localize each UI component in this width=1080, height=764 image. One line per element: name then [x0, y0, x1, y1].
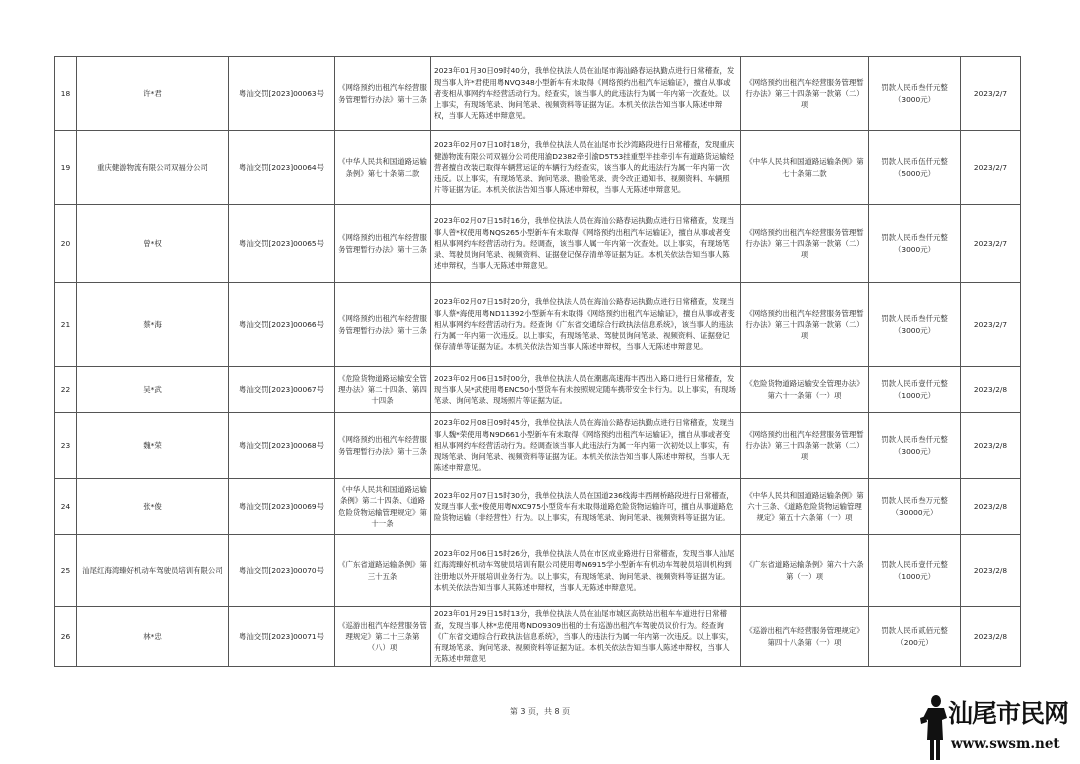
- penalty-basis: 《网络预约出租汽车经营服务管理暂行办法》第三十四条第一款第（二）项: [741, 413, 869, 479]
- violated-provision: 《中华人民共和国道路运输条例》第七十条第二款: [335, 131, 431, 205]
- party-name: 许*君: [77, 57, 229, 131]
- violated-provision: 《网络预约出租汽车经营服务管理暂行办法》第十三条: [335, 413, 431, 479]
- case-description: 2023年02月06日15时00分，我单位执法人员在潮惠高速海丰西出入路口进行日常稽查，发现当事人吴*武使用粤ENC50小型货车有未按照规定随车携带安全卡行为。以上事实，有现场笔录、询问笔录、现场照片等证据为证。: [431, 367, 741, 413]
- penalty-basis: 《中华人民共和国道路运输条例》第六十三条、《道路危险货物运输管理规定》第五十六条第（一）项: [741, 479, 869, 535]
- table-row: [55, 131, 1021, 205]
- row-number: 21: [55, 283, 77, 367]
- table-row: [55, 413, 1021, 479]
- decision-date: 2023/2/8: [961, 535, 1021, 607]
- penalty-basis: 《网络预约出租汽车经营服务管理暂行办法》第三十四条第一款第（二）项: [741, 205, 869, 283]
- case-description: 2023年02月08日09时45分，我单位执法人员在海汕公路春运执勤点进行日常稽查，发现当事人魏*荣使用粤N9D661小型新车有未取得《网络预约出租汽车运输证》，擅自从事或者变相从事网约车经营活动行为。经调查该当事人此违法行为属一年内第一次初处以上事实，有现场笔录、询问笔录、视频资料等证据为证。本机关依法告知当事人陈述申辩权，当事人无陈述申辩意见。: [431, 413, 741, 479]
- penalty-basis: 《广东省道路运输条例》第六十六条第（一）项: [741, 535, 869, 607]
- penalty-content: 罚款人民币壹仟元整（1000元）: [869, 535, 961, 607]
- table-row: [55, 607, 1021, 667]
- table-row: [55, 367, 1021, 413]
- penalty-basis: 《巡游出租汽车经营服务管理规定》第四十八条第（一）项: [741, 607, 869, 667]
- case-description: 2023年01月29日15时13分，我单位执法人员在汕尾市城区高铁站出租车车道进行日常稽查，发现当事人林*忠使用粤ND09309出租的士有巡游出租汽车驾驶员议价行为。经查询《广东省交通综合行政执法信息系统》，当事人的违法行为属一年内第一次违反。以上事实，有现场笔录、询问笔录、视频资料等证据为证。本机关依法告知当事人陈述申辩权，当事人无陈述申辩意见: [431, 607, 741, 667]
- row-number: 25: [55, 535, 77, 607]
- penalty-basis: 《网络预约出租汽车经营服务管理暂行办法》第三十四条第一款第（二）项: [741, 57, 869, 131]
- decision-date: 2023/2/8: [961, 479, 1021, 535]
- decision-number: 粤汕交罚[2023]00064号: [229, 131, 335, 205]
- decision-number: 粤汕交罚[2023]00066号: [229, 283, 335, 367]
- penalty-basis: 《网络预约出租汽车经营服务管理暂行办法》第三十四条第一款第（二）项: [741, 283, 869, 367]
- row-number: 24: [55, 479, 77, 535]
- row-number: 19: [55, 131, 77, 205]
- penalty-content: 罚款人民币叁仟元整（3000元）: [869, 57, 961, 131]
- decision-number: 粤汕交罚[2023]00065号: [229, 205, 335, 283]
- violated-provision: 《中华人民共和国道路运输条例》第二十四条、《道路危险货物运输管理规定》第十一条: [335, 479, 431, 535]
- table-row: [55, 479, 1021, 535]
- case-description: 2023年02月07日15时20分，我单位执法人员在海汕公路春运执勤点进行日常稽查，发现当事人蔡*海使用粤ND11392小型新车有未取得《网络预约出租汽车运输证》，擅自从事或者变相从事网约车经营活动行为。经查询《广东省交通综合行政执法信息系统》，该当事人的违法行为属一年内第一次违反。以上事实，有现场笔录、驾驶员询问笔录、视频资料、证据登记保存清单等证据为证。本机关依法告知当事人陈述申辩权，当事人无陈述申辩意见。: [431, 283, 741, 367]
- decision-date: 2023/2/7: [961, 283, 1021, 367]
- table-row: [55, 57, 1021, 131]
- table-row: [55, 205, 1021, 283]
- decision-date: 2023/2/8: [961, 607, 1021, 667]
- site-watermark: [918, 692, 1078, 762]
- decision-date: 2023/2/8: [961, 367, 1021, 413]
- decision-number: 粤汕交罚[2023]00070号: [229, 535, 335, 607]
- penalty-content: 罚款人民币壹仟元整（1000元）: [869, 367, 961, 413]
- violated-provision: 《网络预约出租汽车经营服务管理暂行办法》第十三条: [335, 283, 431, 367]
- party-name: 蔡*海: [77, 283, 229, 367]
- penalty-basis: 《中华人民共和国道路运输条例》第七十条第二款: [741, 131, 869, 205]
- penalty-content: 罚款人民币叁仟元整（3000元）: [869, 283, 961, 367]
- table-row: [55, 535, 1021, 607]
- decision-date: 2023/2/7: [961, 131, 1021, 205]
- case-description: 2023年02月07日10时18分，我单位执法人员在汕尾市长沙湾路段进行日常稽查，发现重庆健游物流有限公司双福分公司使用渝D2382牵引渝D5T53挂重型半挂牵引车有道路货运输经营者擅自改装已取得车辆营运证的车辆行为经查实，该当事人的此违法行为属一年内第一次违反。以上事实，有现场笔录、询问笔录、勘验笔录、责令改正通知书、视频资料、车辆照片等证据为证。本机关依法告知当事人陈述申辩权，当事人无陈述申辩意见。: [431, 131, 741, 205]
- party-name: 吴*武: [77, 367, 229, 413]
- party-name: 魏*荣: [77, 413, 229, 479]
- case-description: 2023年02月07日15时30分，我单位执法人员在国道236线海丰西闸桥路段进行日常稽查，发现当事人张*俊使用粤NXC975小型货车有未取得道路危险货物运输许可，擅自从事道路危险货物运输（非经营性）行为。以上事实，有现场笔录、询问笔录、视频资料等证据为证。: [431, 479, 741, 535]
- violated-provision: 《危险货物道路运输安全管理办法》第二十四条、第四十四条: [335, 367, 431, 413]
- watermark-url: www.swsm.net: [951, 736, 1060, 752]
- party-name: 汕尾红海湾臻好机动车驾驶员培训有限公司: [77, 535, 229, 607]
- decision-number: 粤汕交罚[2023]00069号: [229, 479, 335, 535]
- party-name: 曾*权: [77, 205, 229, 283]
- decision-date: 2023/2/8: [961, 413, 1021, 479]
- violated-provision: 《广东省道路运输条例》第三十五条: [335, 535, 431, 607]
- decision-date: 2023/2/7: [961, 205, 1021, 283]
- case-description: 2023年02月07日15时16分，我单位执法人员在海汕公路春运执勤点进行日常稽查，发现当事人曾*权使用粤NQS265小型新车有未取得《网络预约出租汽车运输证》，擅自从事或者变相从事网约车经营活动行为。经调查，该当事人属一年内第一次查处。以上事实，有现场笔录、驾驶员询问笔录、视频资料、证据登记保存清单等证据为证。本机关依法告知当事人陈述申辩权，当事人无陈述申辩意见。: [431, 205, 741, 283]
- page-footer: 第 3 页，共 8 页: [509, 707, 571, 716]
- row-number: 26: [55, 607, 77, 667]
- decision-number: 粤汕交罚[2023]00068号: [229, 413, 335, 479]
- case-description: 2023年02月06日15时26分，我单位执法人员在市区成业路进行日常稽查，发现当事人汕尾红海湾臻好机动车驾驶员培训有限公司使用粤N6915学小型新车有机动车驾驶员培训机构到注册地以外开展培训业务行为。以上事实，有现场笔录、询问笔录、视频资料等证据为证。本机关依法告知当事人其陈述申辩权，当事人无陈述申辩意见。: [431, 535, 741, 607]
- penalty-content: 罚款人民币叁仟元整（3000元）: [869, 413, 961, 479]
- penalty-content: 罚款人民币伍仟元整（5000元）: [869, 131, 961, 205]
- row-number: 23: [55, 413, 77, 479]
- row-number: 20: [55, 205, 77, 283]
- penalty-content: 罚款人民币叁仟元整（3000元）: [869, 205, 961, 283]
- case-description: 2023年01月30日09时40分，我单位执法人员在汕尾市海汕路春运执勤点进行日常稽查，发现当事人许*君使用粤NVQ348小型新车有未取得《网络预约出租汽车运输证》，擅自从事或者变相从事网约车经营活动行为。经查实，该当事人的此违法行为属一年内第一次查处。以上事实，有现场笔录、询问笔录、视频资料等证据为证。本机关依法告知当事人陈述申辩权，当事人无陈述申辩意见。: [431, 57, 741, 131]
- decision-number: 粤汕交罚[2023]00067号: [229, 367, 335, 413]
- party-name: 林*忠: [77, 607, 229, 667]
- party-name: 重庆健游物流有限公司双福分公司: [77, 131, 229, 205]
- penalty-table: [54, 56, 1021, 667]
- table-row: [55, 283, 1021, 367]
- penalty-content: 罚款人民币叁万元整（30000元）: [869, 479, 961, 535]
- row-number: 22: [55, 367, 77, 413]
- decision-date: 2023/2/7: [961, 57, 1021, 131]
- penalty-basis: 《危险货物道路运输安全管理办法》第六十一条第（一）项: [741, 367, 869, 413]
- penalty-content: 罚款人民币贰佰元整（200元）: [869, 607, 961, 667]
- violated-provision: 《网络预约出租汽车经营服务管理暂行办法》第十三条: [335, 57, 431, 131]
- violated-provision: 《巡游出租汽车经营服务管理规定》第二十三条第（八）项: [335, 607, 431, 667]
- party-name: 张*俊: [77, 479, 229, 535]
- decision-number: 粤汕交罚[2023]00071号: [229, 607, 335, 667]
- row-number: 18: [55, 57, 77, 131]
- violated-provision: 《网络预约出租汽车经营服务管理暂行办法》第十三条: [335, 205, 431, 283]
- watermark-site-name: 汕尾市民网: [948, 699, 1069, 728]
- decision-number: 粤汕交罚[2023]00063号: [229, 57, 335, 131]
